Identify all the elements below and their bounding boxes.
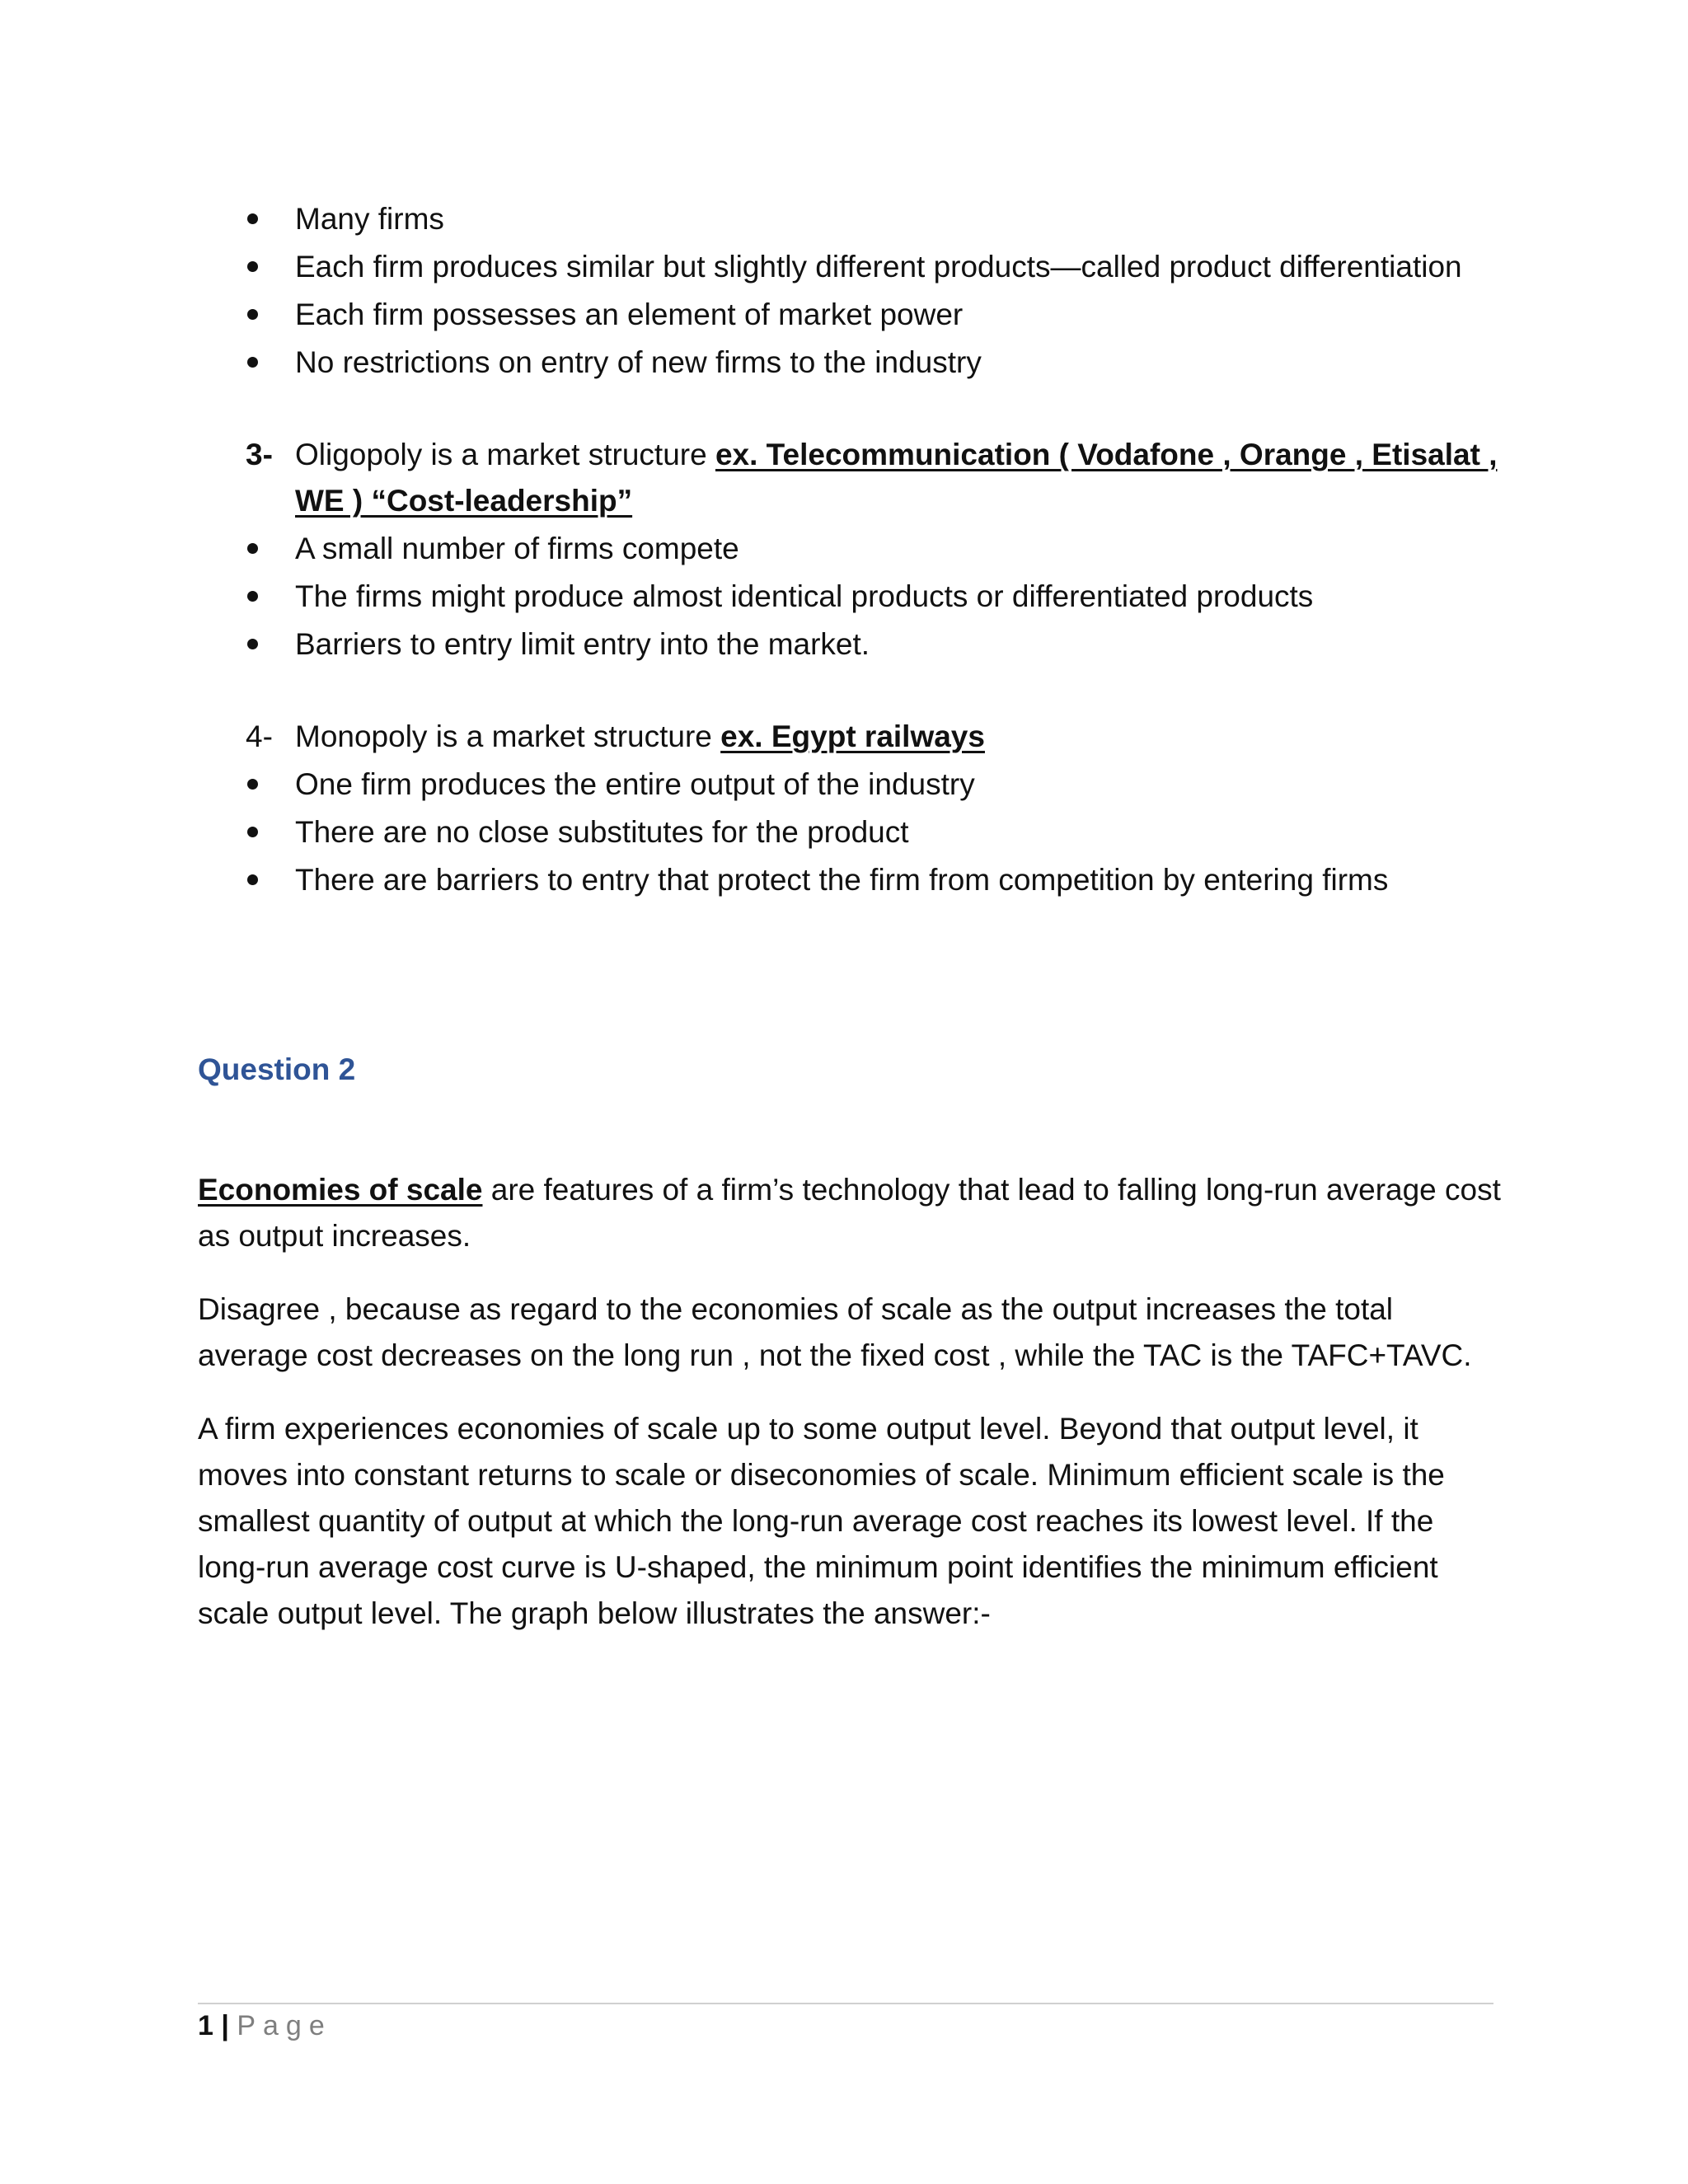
page-label: Page xyxy=(237,2010,332,2041)
q2-paragraph-3-line5: scale output level. The graph below illustrates the answer:- xyxy=(198,1596,991,1630)
monopoly-marker: 4- xyxy=(246,719,273,753)
monopoly-example: ex. Egypt railways xyxy=(720,719,985,753)
page-number: 1 xyxy=(198,2010,213,2041)
mc-bullet-3: Each firm possesses an element of market power xyxy=(295,298,964,331)
monopoly-intro xyxy=(295,714,985,760)
page-footer xyxy=(198,2003,332,2049)
q2-paragraph-3-line1: A firm experiences economies of scale up to some output level. Beyond that output level, it xyxy=(198,1412,1418,1446)
question-2-heading: Question 2 xyxy=(198,1052,356,1086)
monopoly-bullet-1: One firm produces the entire output of the industry xyxy=(295,767,975,801)
bullet-icon xyxy=(247,543,258,554)
oligopoly-bullet-2: The firms might produce almost identical products or differentiated products xyxy=(295,579,1314,613)
bullet-icon xyxy=(247,213,258,224)
q2-paragraph-2-line2: average cost decreases on the long run , not the fixed cost , while the TAC is the TAFC+TAVC. xyxy=(198,1338,1472,1372)
q2-paragraph-3-line2: moves into constant returns to scale or diseconomies of scale. Minimum efficient scale is the xyxy=(198,1458,1445,1492)
oligopoly-intro xyxy=(295,432,1497,478)
mc-bullet-1: Many firms xyxy=(295,202,444,236)
oligopoly-marker: 3- xyxy=(246,438,273,471)
bullet-icon xyxy=(247,357,258,368)
oligopoly-example-line2-row xyxy=(295,478,632,524)
q2-paragraph-1-line1 xyxy=(198,1167,1501,1213)
bullet-icon xyxy=(247,309,258,320)
mc-bullet-4: No restrictions on entry of new firms to the industry xyxy=(295,345,982,379)
monopoly-intro-text: Monopoly is a market structure xyxy=(295,719,721,753)
oligopoly-intro-text: Oligopoly is a market structure xyxy=(295,438,715,471)
q2-paragraph-1-line2: as output increases. xyxy=(198,1219,471,1253)
bullet-icon xyxy=(247,591,258,602)
oligopoly-example-line1: ex. Telecommunication ( Vodafone , Orange , Etisalat , xyxy=(715,438,1498,471)
monopoly-bullet-2: There are no close substitutes for the product xyxy=(295,815,909,849)
monopoly-bullet-3: There are barriers to entry that protect the firm from competition by entering firms xyxy=(295,863,1389,897)
bullet-icon xyxy=(247,261,258,272)
oligopoly-example-line2: WE ) “Cost-leadership” xyxy=(295,484,633,518)
bullet-icon xyxy=(247,874,258,885)
bullet-icon xyxy=(247,779,258,790)
q2-paragraph-3-line4: long-run average cost curve is U-shaped, the minimum point identifies the minimum efficient xyxy=(198,1550,1438,1584)
oligopoly-bullet-1: A small number of firms compete xyxy=(295,532,739,565)
bullet-icon xyxy=(247,639,258,649)
bullet-icon xyxy=(247,827,258,837)
q2-p1-rest: are features of a firm’s technology that lead to falling long-run average cost xyxy=(482,1173,1501,1207)
mc-bullet-2: Each firm produces similar but slightly different products—called product differentiation xyxy=(295,250,1462,284)
q2-paragraph-3-line3: smallest quantity of output at which the long-run average cost reaches its lowest level. If the xyxy=(198,1504,1434,1538)
footer-divider xyxy=(198,2003,1493,2004)
footer-separator: | xyxy=(221,2010,229,2041)
oligopoly-bullet-3: Barriers to entry limit entry into the market. xyxy=(295,627,870,661)
q2-paragraph-2-line1: Disagree , because as regard to the economies of scale as the output increases the total xyxy=(198,1292,1394,1326)
economies-of-scale-term: Economies of scale xyxy=(198,1173,483,1207)
